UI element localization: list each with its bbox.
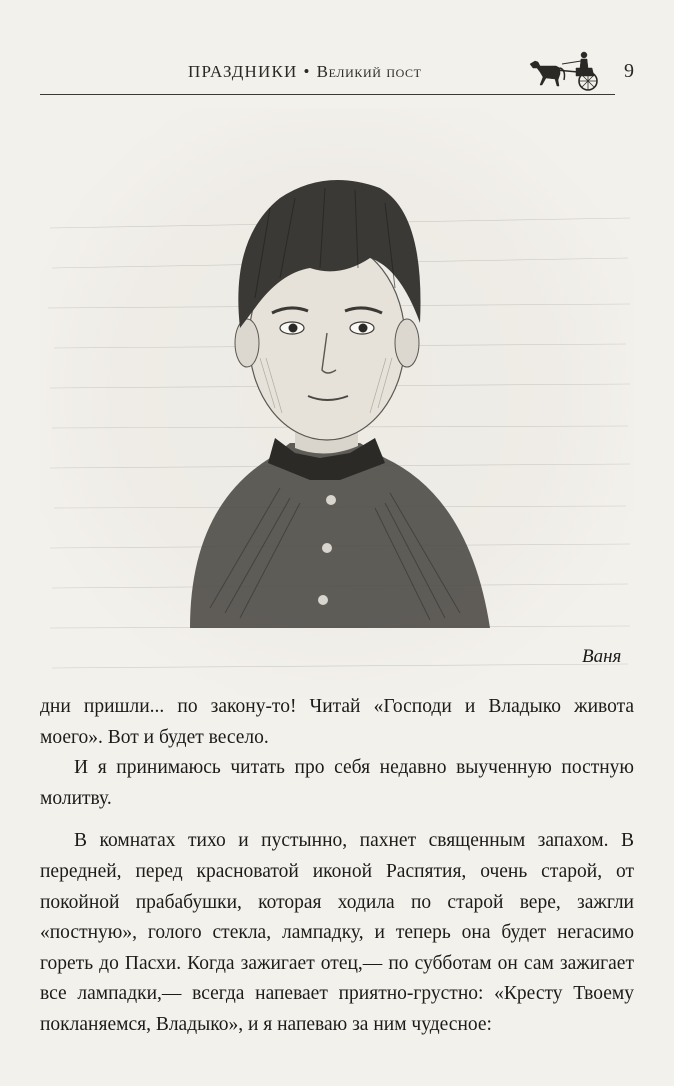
title-separator: • (303, 62, 311, 81)
section-title: ПРАЗДНИКИ (188, 62, 298, 81)
running-head (188, 62, 422, 82)
subsection-title: Великий пост (316, 62, 422, 81)
paragraph-3: В комнатах тихо и пустынно, пахнет священным запахом. В передней, перед красноватой иконой Распятия, очень старой, от покойной прабабушки, которая ходила по старой вере, зажгли «постную», голого стекла, лампадку, и теперь она будет негасимо гореть до Пасхи. Когда зажигает отец,— по субботам он сам зажигает все лампадки,— всегда напевает приятно-грустно: «Кресту Твоему покланяемся, Владыко», и я напеваю за ним чудесное: (40, 830, 634, 1035)
header-rule (40, 94, 615, 95)
boy-portrait-sketch (40, 108, 634, 698)
paragraph-2: И я принимаюсь читать про себя недавно выученную постную молитву. (40, 757, 634, 809)
page-header (40, 50, 634, 94)
illustration-caption: Ваня (582, 646, 622, 667)
paragraph-1: дни пришли... по закону-то! Читай «Господи и Владыко живота моего». Вот и будет весело. (40, 696, 634, 748)
body-text (40, 692, 634, 1041)
page-number: 9 (624, 60, 634, 82)
horse-carriage-icon (526, 50, 604, 92)
